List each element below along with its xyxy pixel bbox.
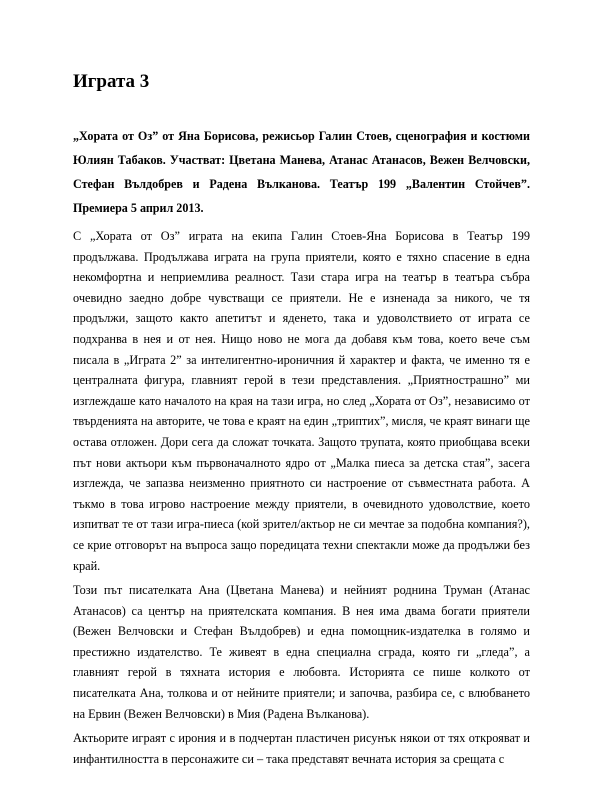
paragraph-3: Актьорите играят с ирония и в подчертан пластичен рисунък някои от тях открояват и инфантилността в персонажите си – така представят вечната история за срещата с (73, 731, 530, 766)
paragraph-1: С „Хората от Оз” играта на екипа Галин Стоев-Яна Борисова в Театър 199 продължава. Продължава играта на група приятели, която е тяхно спасение в една некомфортна и неприемлива реалност. Тази стара игра на театър в театъра събра очевидно заедно добре чувстващи се приятели. Не е изненада за никого, че тя продължи, защото както апетитът и яденето, така и удоволствието от играта се подхранва в нея и от нея. Нищо ново не мога да добавя към това, което вече съм писала в „Играта 2” за интелигентно-ироничния й характер и факта, че именно тя е централната фигура, главният герой в тези представления. „Приятнострашно” ми изглеждаше като началото на края на тази игра, но след „Хората от Оз”, независимо от твърденията на авторите, че това е краят на един „триптих”, мисля, че краят винаги ще остава отложен. Дори сега да сложат точката. Защото трупата, която приобщава всеки път нови актьори към първоначалното ядро от „Малка пиеса за детска стая”, засега изглежда, че запазва неизменно приятното си настроение от съвместната работа. А тъкмо в това игрово настроение между приятели, в очевидното удоволствие, което изпитват те от тази игра-пиеса (кой зрител/актьор не си мечтае за подобна компания?), се крие отговорът на въпроса защо поредицата техни спектакли може да продължи без край. (73, 229, 530, 573)
production-credits: „Хората от Оз” от Яна Борисова, режисьор Галин Стоев, сценография и костюми Юлиян Табаков. Участват: Цветана Манева, Атанас Атанасов, Вежен Велчовски, Стефан Вълдобрев и Радена Вълканова. Театър 199 „Валентин Стойчев”. Премиера 5 април 2013. (73, 129, 530, 215)
paragraph-2: Този път писателката Ана (Цветана Манева) и нейният роднина Труман (Атанас Атанасов) са център на приятелската компания. В нея има двама богати приятели (Вежен Велчовски и Стефан Вълдобрев) и една помощник-издателка в голямо и престижно издателство. Те живеят в една специална сграда, която ги „гледа”, а главният герой в тяхната история е любовта. Историята се пише колкото от писателката Ана, толкова и от нейните приятели; и започва, разбира се, с влюбването на Ервин (Вежен Велчовски) в Мия (Радена Вълканова). (73, 583, 530, 721)
article-body (73, 226, 530, 773)
article-title: Играта 3 (73, 71, 150, 92)
